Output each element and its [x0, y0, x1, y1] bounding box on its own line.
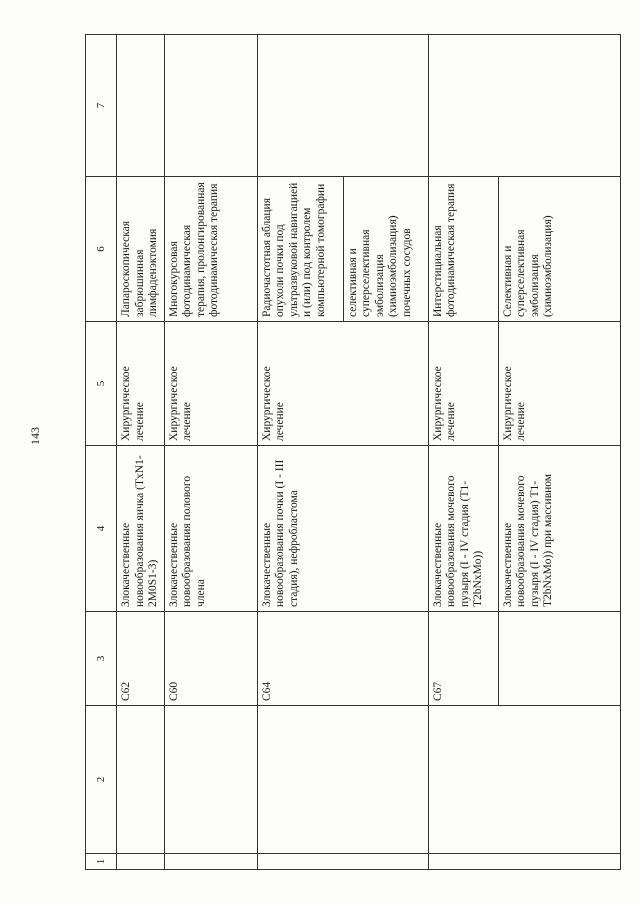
- diagnosis-cell: Злокачественные новообразования мочевого пузыря (I - IV стадия) T1-T2bNxMo)) при массивном: [498, 446, 620, 612]
- table-row: [164, 35, 257, 870]
- column-header: 3: [86, 612, 117, 706]
- method-cell: Многокурсовая фотодинамическая терапия, пролонгированная фотодинамическая терапия: [164, 177, 257, 322]
- table-header-row: [86, 35, 117, 870]
- diagnosis-cell: Злокачественные новообразования почки (I - III стадия), нефробластома: [257, 446, 428, 612]
- table-row: [257, 35, 343, 870]
- method-cell: селективная и суперселективная эмболизация (химиоэмболизация) почечных сосудов: [343, 177, 428, 322]
- treatment-cell: Хирургическое лечение: [498, 322, 620, 446]
- diagnosis-cell: Злокачественные новообразования яичка (TxN1-2M0S1-3): [117, 446, 165, 612]
- treatment-cell: Хирургическое лечение: [164, 322, 257, 446]
- diagnosis-cell: Злокачественные новообразования полового члена: [164, 446, 257, 612]
- method-cell: Радиочастотная аблация опухоли почки под ультразвуковой навигацией и (или) под контролем компьютерной томографии: [257, 177, 343, 322]
- treatment-cell: Хирургическое лечение: [428, 322, 498, 446]
- column-header: 1: [86, 854, 117, 870]
- method-cell: Интерстициальная фотодинамическая терапия: [428, 177, 498, 322]
- column-header: 6: [86, 177, 117, 322]
- icd-code: C67: [428, 612, 498, 706]
- icd-code: [498, 612, 620, 706]
- icd-code: C64: [257, 612, 428, 706]
- medical-procedures-table: [85, 34, 621, 870]
- page-number: 143: [28, 427, 42, 445]
- icd-code: C62: [117, 612, 165, 706]
- method-cell: Лапароскопическая забрюшинная лимфаденэктомия: [117, 177, 165, 322]
- diagnosis-cell: Злокачественные новообразования мочевого пузыря (I - IV стадия (T1-T2bNxMo)): [428, 446, 498, 612]
- icd-code: C60: [164, 612, 257, 706]
- method-cell: Селективная и суперселективная эмболизация (химиоэмболизация): [498, 177, 620, 322]
- table-row: [117, 35, 165, 870]
- table-row: [428, 35, 498, 870]
- column-header: 2: [86, 706, 117, 854]
- treatment-cell: Хирургическое лечение: [117, 322, 165, 446]
- column-header: 4: [86, 446, 117, 612]
- rotated-page-content: [85, 35, 615, 870]
- column-header: 5: [86, 322, 117, 446]
- column-header: 7: [86, 35, 117, 177]
- treatment-cell: Хирургическое лечение: [257, 322, 428, 446]
